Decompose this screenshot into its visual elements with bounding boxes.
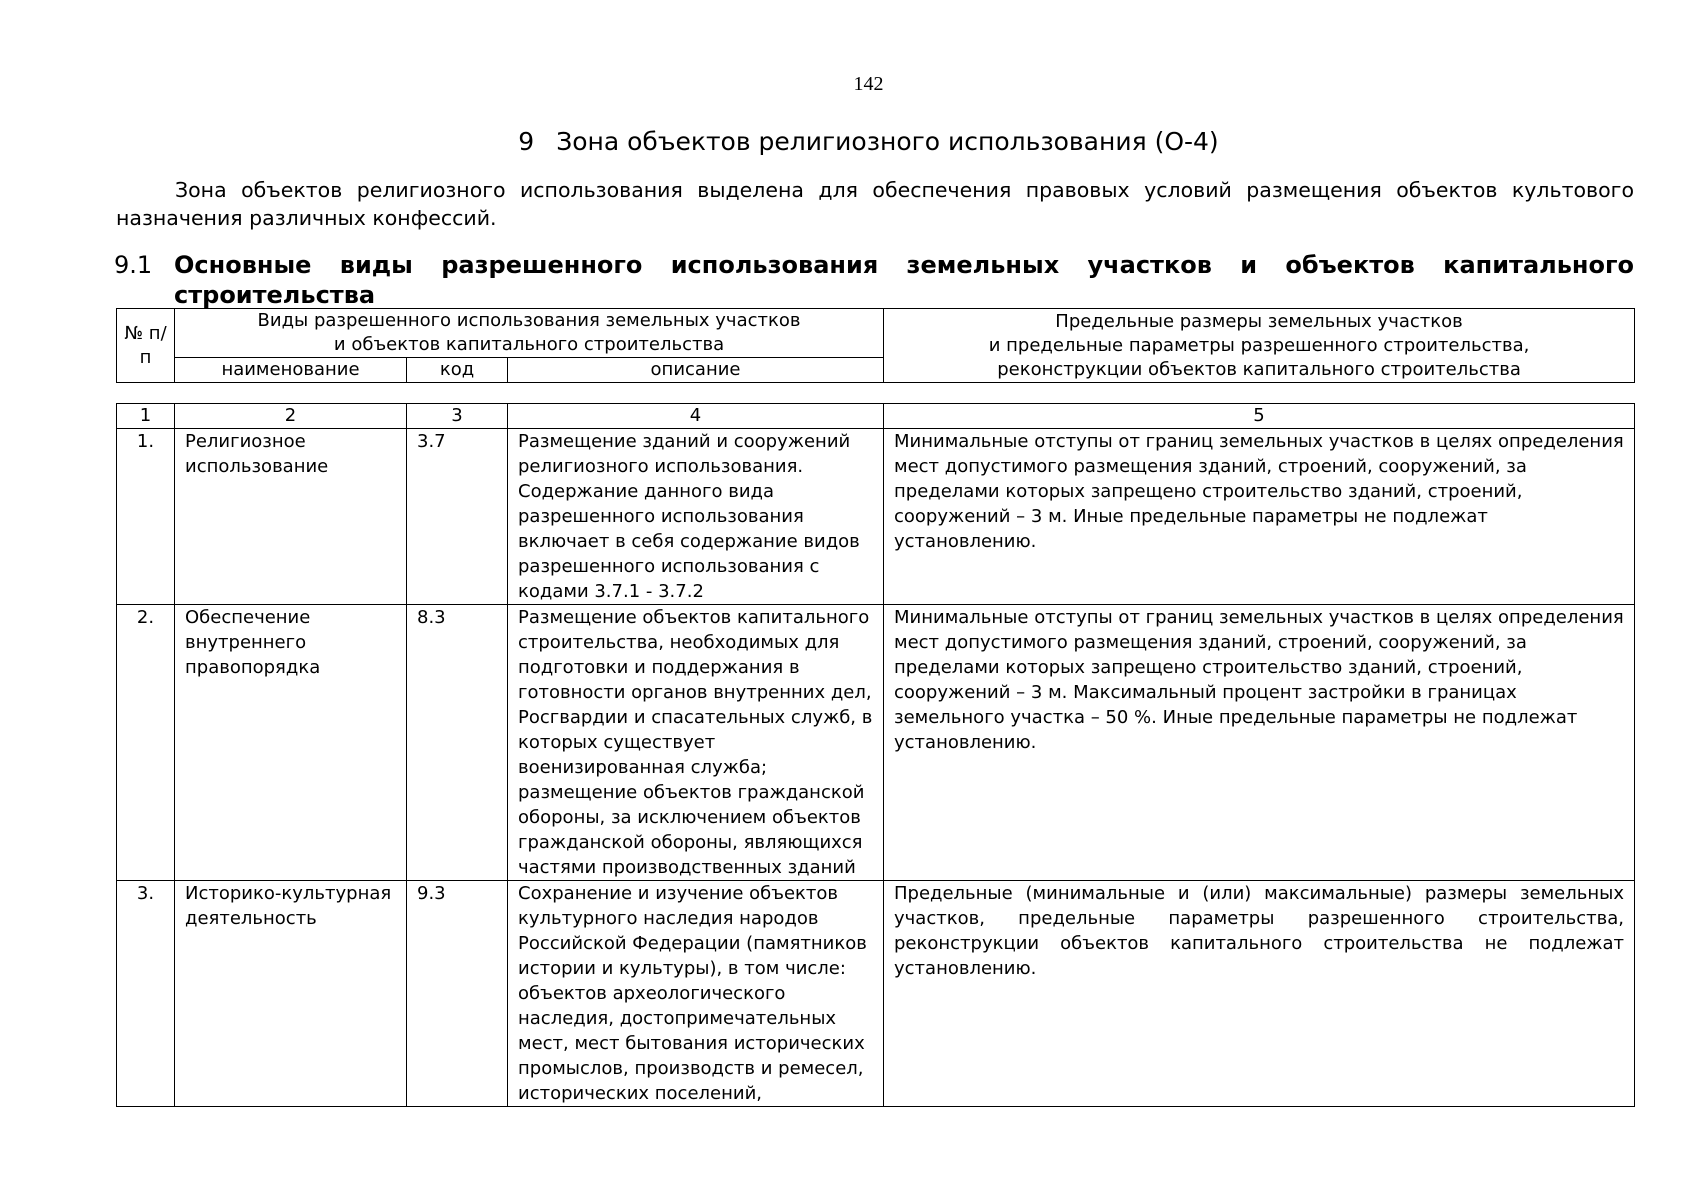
- column-index: 1: [117, 404, 175, 429]
- header-description: описание: [508, 358, 884, 383]
- row-limits: Минимальные отступы от границ земельных участков в целях определения мест допустимого размещения зданий, строений, сооружений, за пределами которых запрещено строительство зданий, строений, сооружений – 3 м. Иные предельные параметры не подлежат установлению.: [884, 429, 1635, 605]
- header-uses-line1: Виды разрешенного использования земельных участков: [257, 310, 801, 331]
- row-number: 1.: [117, 429, 175, 605]
- table-row: [117, 605, 1635, 881]
- column-index: 3: [407, 404, 508, 429]
- subsection-heading: [114, 250, 1634, 310]
- row-limits: Предельные (минимальные и (или) максимальные) размеры земельных участков, предельные параметры разрешенного строительства, реконструкции объектов капитального строительства не подлежат установлению.: [884, 881, 1635, 1107]
- uses-table: [116, 403, 1635, 1107]
- row-description: Сохранение и изучение объектов культурного наследия народов Российской Федерации (памятников истории и культуры), в том числе: объектов археологического наследия, достопримечательных мест, мест бытования исторических промыслов, производств и ремесел, исторических поселений,: [508, 881, 884, 1107]
- header-limits-line3: реконструкции объектов капитального строительства: [997, 358, 1521, 380]
- column-index: 5: [884, 404, 1635, 429]
- row-description: Размещение зданий и сооружений религиозного использования. Содержание данного вида разрешенного использования включает в себя содержание видов разрешенного использования с кодами 3.7.1 - 3.7.2: [508, 429, 884, 605]
- column-index: 4: [508, 404, 884, 429]
- row-number: 3.: [117, 881, 175, 1107]
- header-uses-line2: и объектов капитального строительства: [333, 334, 725, 355]
- row-code: 9.3: [407, 881, 508, 1107]
- header-num: № п/п: [117, 309, 175, 383]
- subsection-title: Основные виды разрешенного использования земельных участков и объектов капитального строительства: [174, 251, 1634, 309]
- row-name: Религиозное использование: [175, 429, 407, 605]
- row-code: 3.7: [407, 429, 508, 605]
- row-limits: Минимальные отступы от границ земельных участков в целях определения мест допустимого размещения зданий, строений, сооружений, за пределами которых запрещено строительство зданий, строений, сооружений – 3 м. Максимальный процент застройки в границах земельного участка – 50 %. Иные предельные параметры не подлежат установлению.: [884, 605, 1635, 881]
- row-code: 8.3: [407, 605, 508, 881]
- section-title-text: Зона объектов религиозного использования (О-4): [556, 127, 1219, 156]
- header-limits: [884, 309, 1635, 383]
- row-number: 2.: [117, 605, 175, 881]
- page-number: 142: [853, 73, 884, 95]
- intro-paragraph: Зона объектов религиозного использования выделена для обеспечения правовых условий размещения объектов культового назначения различных конфессий.: [116, 178, 1634, 230]
- section-title: [0, 127, 1698, 156]
- table-row: [117, 429, 1635, 605]
- column-index: 2: [175, 404, 407, 429]
- table-row: [117, 881, 1635, 1107]
- section-number: 9: [518, 127, 535, 156]
- table-header: [116, 308, 1635, 383]
- column-index-row: [117, 404, 1635, 429]
- row-name: Историко-культурная деятельность: [175, 881, 407, 1107]
- row-description: Размещение объектов капитального строительства, необходимых для подготовки и поддержания в готовности органов внутренних дел, Росгвардии и спасательных служб, в которых существует военизированная служба; размещение объектов гражданской обороны, за исключением объектов гражданской обороны, являющихся частями производственных зданий: [508, 605, 884, 881]
- subsection-number: 9.1: [114, 251, 153, 279]
- row-name: Обеспечение внутреннего правопорядка: [175, 605, 407, 881]
- header-name: наименование: [175, 358, 407, 383]
- header-limits-line1: Предельные размеры земельных участков: [1055, 310, 1463, 332]
- header-code: код: [407, 358, 508, 383]
- header-uses-group: [175, 309, 884, 358]
- header-limits-line2: и предельные параметры разрешенного строительства,: [988, 334, 1530, 356]
